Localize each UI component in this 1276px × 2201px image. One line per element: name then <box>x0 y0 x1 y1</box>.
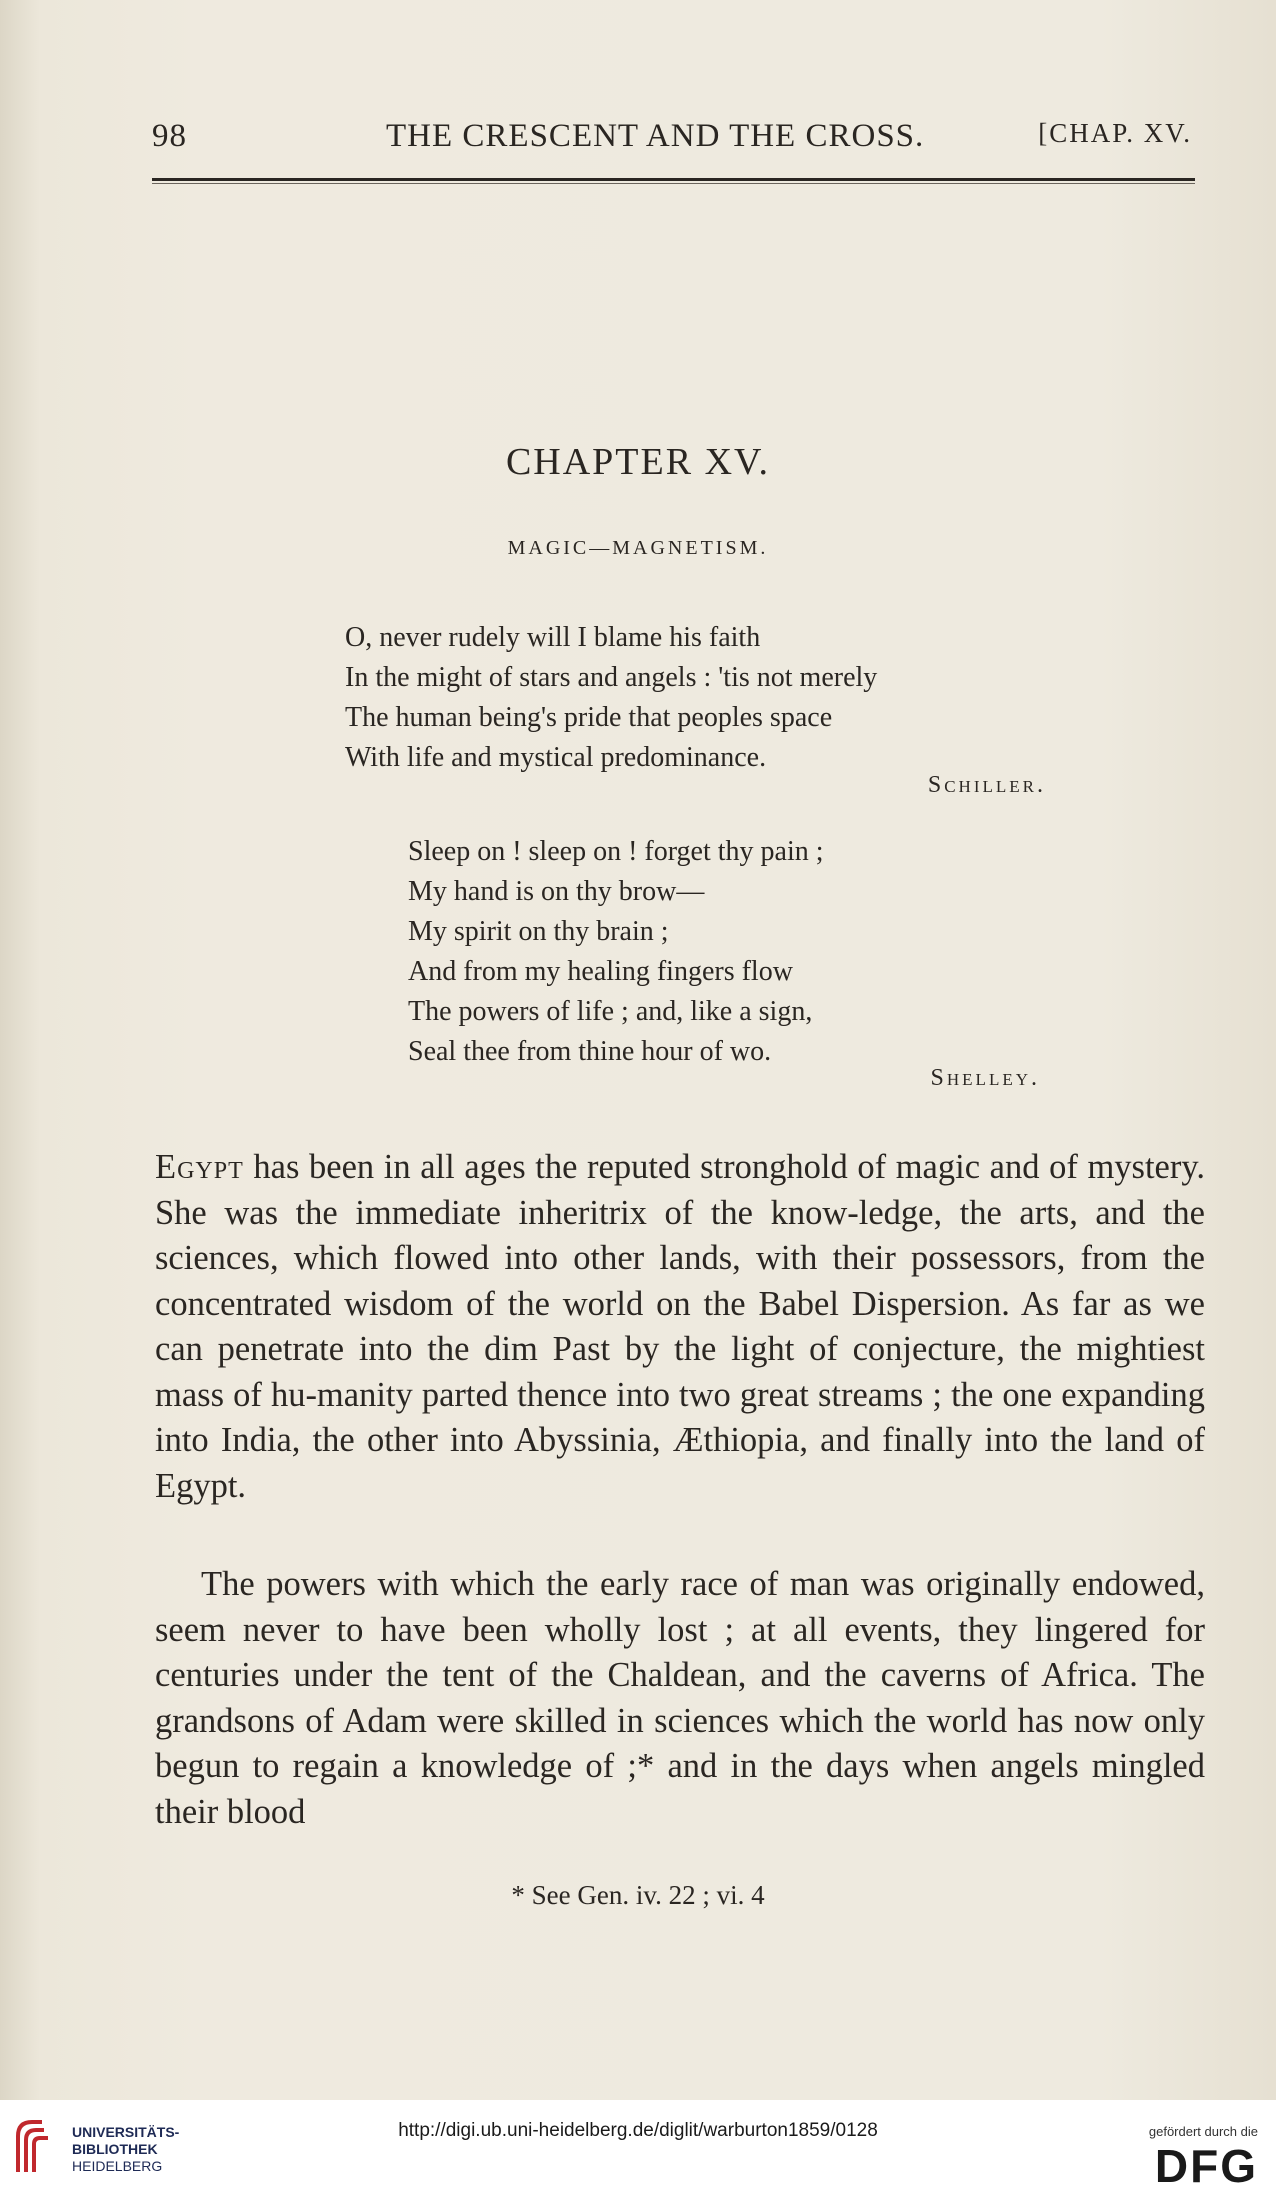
verse-line: Sleep on ! sleep on ! forget thy pain ; <box>408 836 824 867</box>
verse-line: My hand is on thy brow— <box>408 876 705 907</box>
epigraph-schiller <box>345 618 877 778</box>
verse-line: Seal thee from thine hour of wo. <box>408 1036 772 1067</box>
sponsor-note: gefördert durch die <box>1148 2124 1258 2139</box>
footnote: * See Gen. iv. 22 ; vi. 4 <box>511 1880 765 1910</box>
opening-word: Egypt <box>155 1148 244 1186</box>
body-paragraph-2: The powers with which the early race of man was originally endowed, seem never to have been wholly lost ; at all events, they lingered for centuries under the tent of the Chaldean, and the caverns of Africa. The grandsons of Adam were skilled in sciences which the world has now only begun to regain a knowledge of ;* and in the days when angels mingled their blood <box>155 1565 1205 1831</box>
verse-line: With life and mystical predominance. <box>345 742 767 773</box>
verse-line: In the might of stars and angels : 'tis not merely <box>345 662 878 693</box>
body-paragraph-1 <box>155 1145 1205 1509</box>
library-line: UNIVERSITÄTS- <box>72 2124 180 2140</box>
chapter-subtitle: MAGIC—MAGNETISM. <box>507 537 769 559</box>
source-url-link[interactable]: http://digi.ub.uni-heidelberg.de/diglit/warburton1859/0128 <box>398 2120 878 2141</box>
chapter-title: CHAPTER XV. <box>505 441 771 483</box>
header-rule <box>152 178 1195 181</box>
library-line: BIBLIOTHEK <box>72 2141 158 2157</box>
chapter-reference: [CHAP. XV. <box>1038 118 1192 148</box>
paragraph-text: has been in all ages the reputed stronghold of magic and of mystery. She was the immediate inheritrix of the know-ledge, the arts, and the sciences, which flowed into other lands, with their possessors, from the concentrated wisdom of the world on the Babel Dispersion. As far as we can penetrate into the dim Past by the light of conjecture, the mightiest mass of hu-manity parted thence into two great streams ; the one expanding into India, the other into Abyssinia, Æthiopia, and finally into the land of Egypt. <box>155 1148 1205 1505</box>
page-number: 98 <box>152 118 187 154</box>
library-line: HEIDELBERG <box>72 2158 163 2174</box>
running-title: THE CRESCENT AND THE CROSS. <box>386 118 925 154</box>
epigraph-author-shelley: Shelley. <box>930 1065 1040 1091</box>
verse-line: O, never rudely will I blame his faith <box>345 622 761 653</box>
epigraph-shelley <box>408 832 824 1072</box>
verse-line: The powers of life ; and, like a sign, <box>408 996 813 1027</box>
verse-line: My spirit on thy brain ; <box>408 916 669 947</box>
dfg-logo: DFG <box>1154 2140 1258 2192</box>
header-rule-thin <box>152 183 1195 184</box>
epigraph-author-schiller: Schiller. <box>927 772 1046 798</box>
digitization-footer <box>0 2100 1276 2201</box>
verse-line: The human being's pride that peoples space <box>345 702 833 733</box>
running-header <box>152 118 1192 158</box>
verse-line: And from my healing fingers flow <box>408 956 793 987</box>
